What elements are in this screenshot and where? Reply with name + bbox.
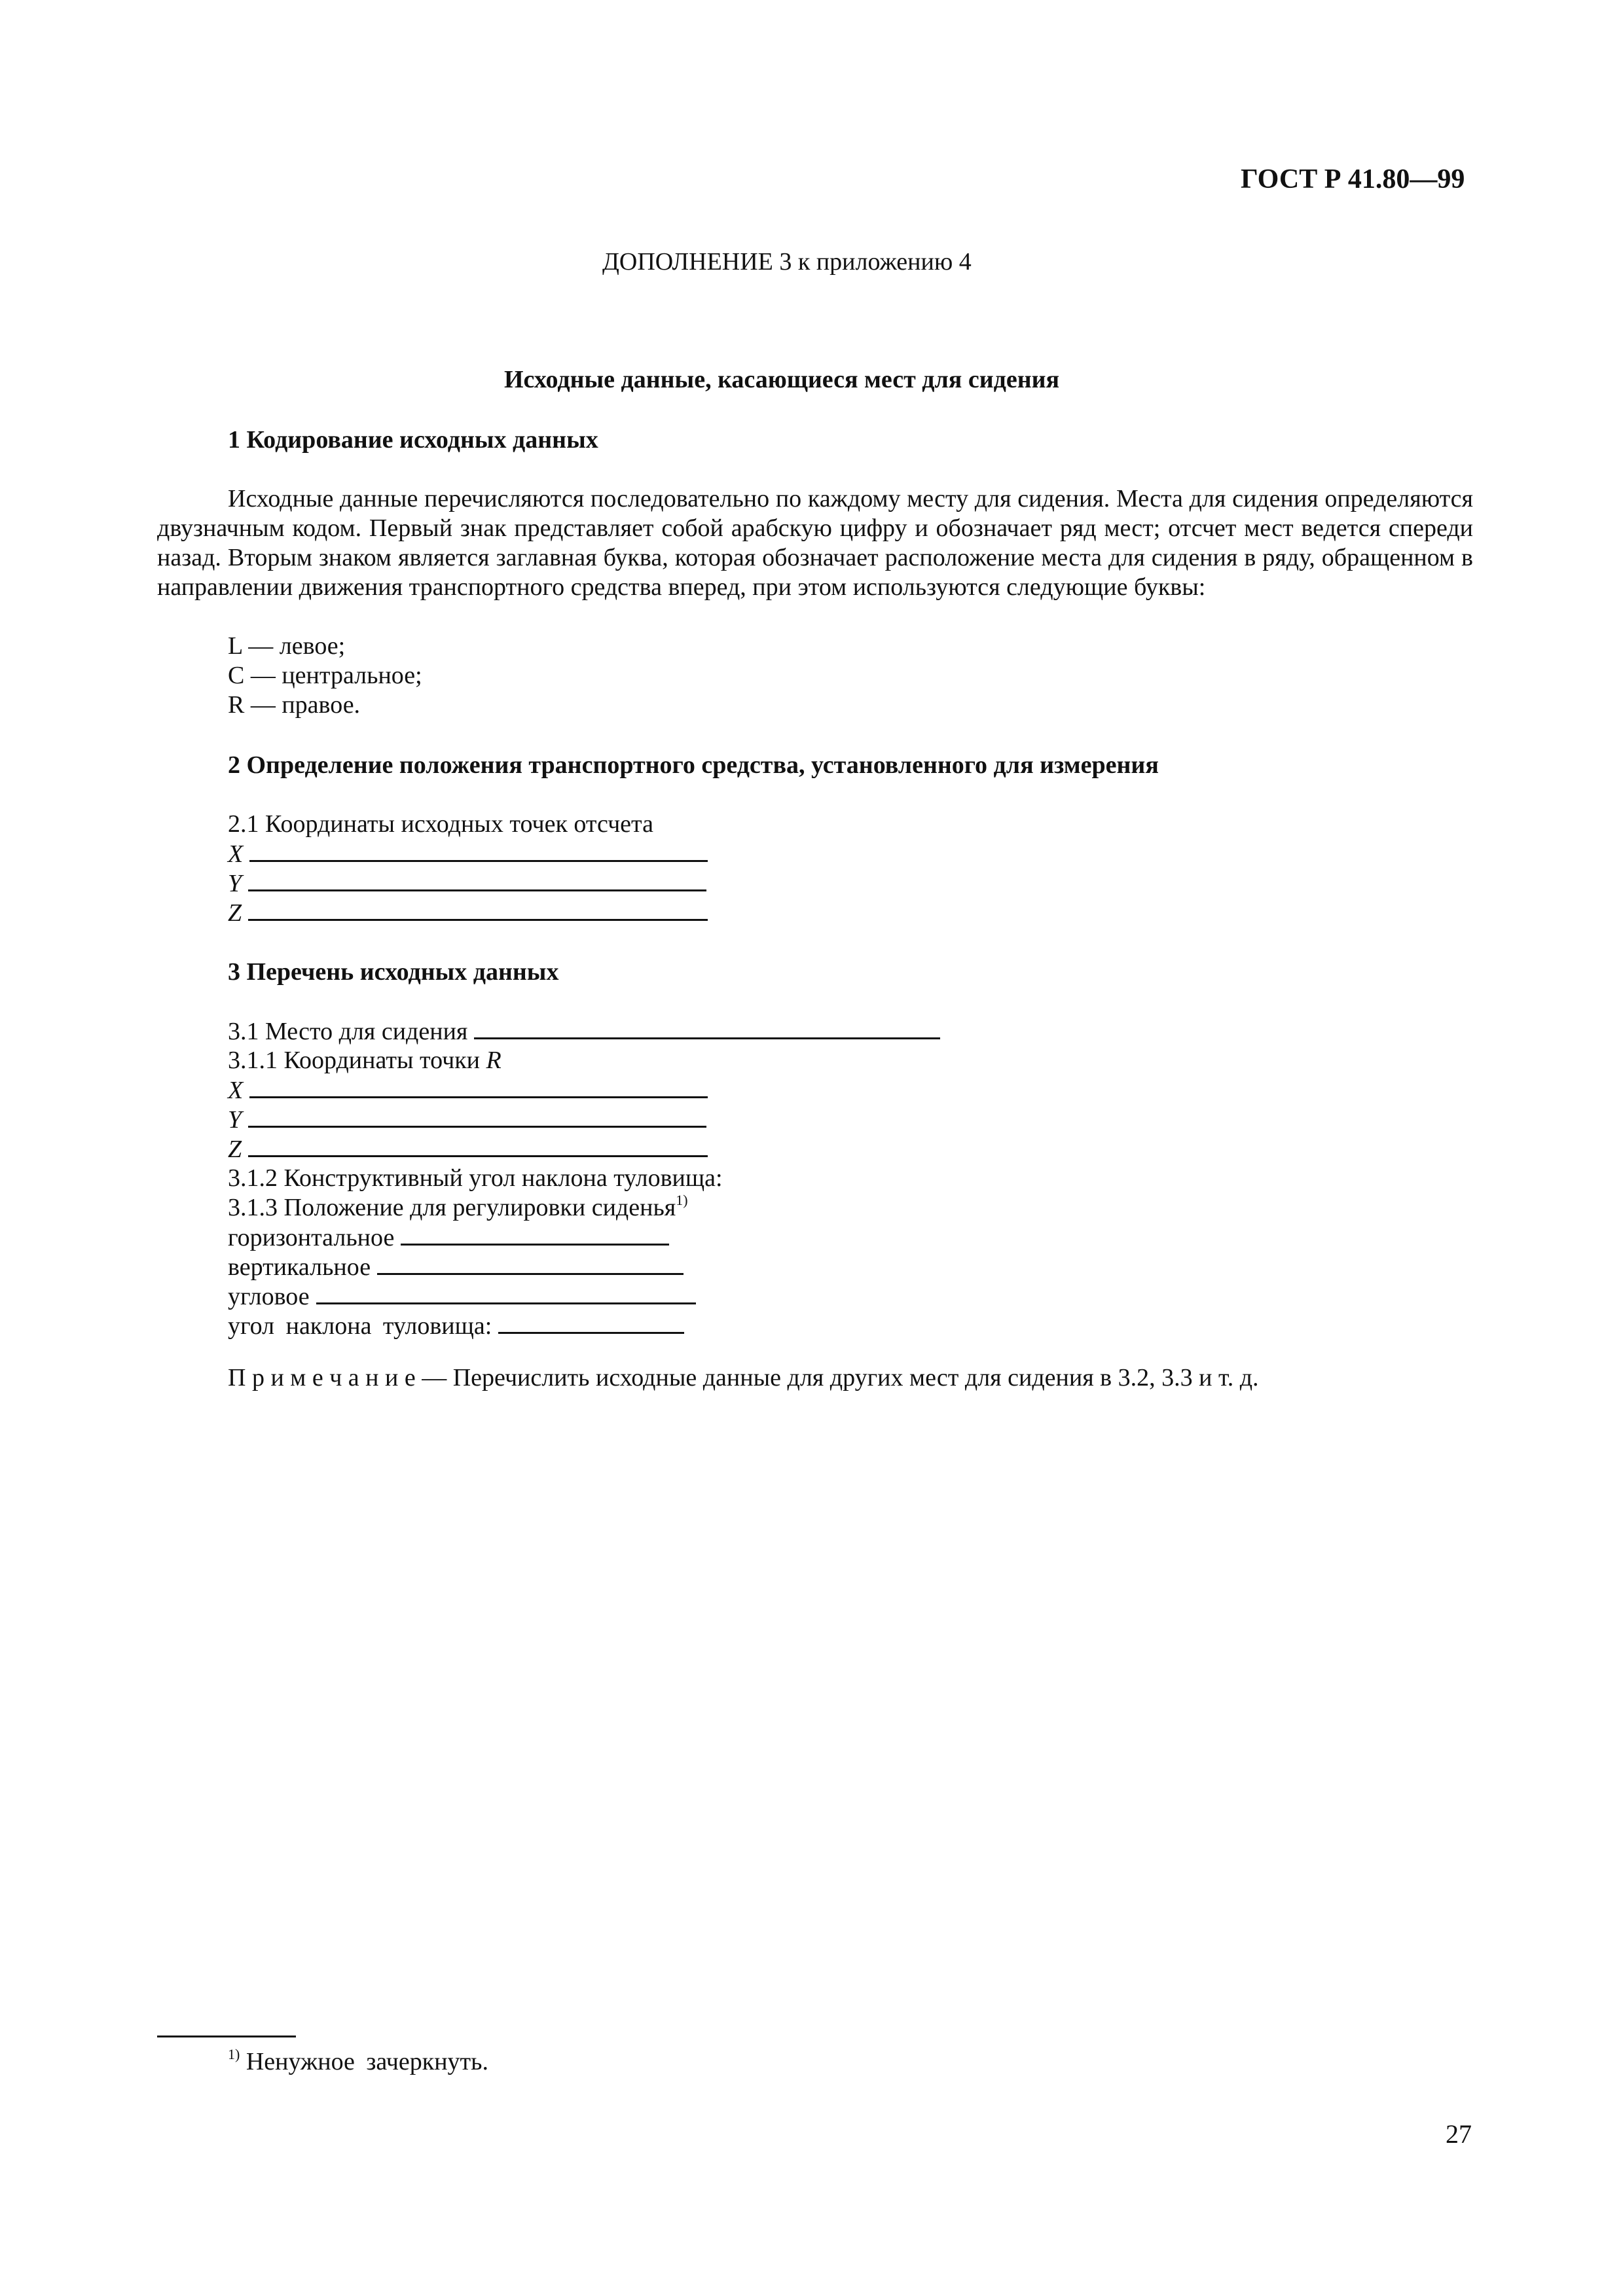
section3-field-z[interactable] — [228, 1134, 708, 1164]
torso-angle-label: 3.1.2 Конструктивный угол наклона туловища: — [228, 1164, 723, 1192]
adjust-field-angular[interactable] — [228, 1282, 696, 1312]
section2-field-y[interactable] — [228, 869, 706, 899]
section3-field-x[interactable] — [228, 1075, 708, 1105]
coords-label: 3.1.1 Координаты точки R — [228, 1047, 501, 1074]
field-label: горизонтальное — [228, 1224, 395, 1251]
blank-line[interactable] — [474, 1016, 940, 1039]
adjust-label: 3.1.3 Положение для регулировки сиденья$^{1)}$ — [228, 1192, 688, 1221]
page-number: 27 — [1446, 2119, 1472, 2149]
seat-label: 3.1 Место для сидения — [228, 1018, 468, 1045]
adjust-field-horizontal[interactable] — [228, 1223, 669, 1253]
blank-line[interactable] — [498, 1311, 684, 1334]
blank-line[interactable] — [377, 1252, 684, 1275]
blank-line[interactable] — [248, 1134, 708, 1157]
blank-line[interactable] — [248, 869, 706, 891]
note-label: П р и м е ч а н и е — [228, 1364, 416, 1391]
adjust-field-torso-angle[interactable] — [228, 1311, 684, 1341]
axis-label: X — [228, 840, 244, 868]
standard-code: ГОСТ Р 41.80—99 — [1241, 164, 1465, 194]
section3-field-y[interactable] — [228, 1105, 706, 1135]
axis-label: X — [228, 1077, 244, 1104]
axis-label: Y — [228, 870, 242, 897]
blank-line[interactable] — [248, 1105, 706, 1128]
blank-line[interactable] — [249, 839, 708, 862]
blank-line[interactable] — [249, 1075, 708, 1098]
supplement-title: ДОПОЛНЕНИЕ 3 к приложению 4 — [602, 248, 972, 276]
footnote-text: Ненужное зачеркнуть. — [246, 2048, 488, 2075]
section1-paragraph: Исходные данные перечисляются последовательно по каждому месту для сидения. Места для сидения определяются двузначным кодом. Первый знак представляет собой арабскую цифру и обозначает ряд мест; отсчет мест ведется спереди назад. Вторым знаком является заглавная буква, которая обозначает расположение места для сидения в ряду, обращенном в направлении движения транспортного средства вперед, при этом используются следующие буквы: — [157, 485, 1473, 601]
axis-label: Z — [228, 899, 242, 927]
code-item-center: С — центральное; — [228, 662, 422, 689]
footnote-divider — [157, 2036, 296, 2037]
field-label: угловое — [228, 1283, 310, 1310]
note-text: — Перечислить исходные данные для других мест для сидения в 3.2, 3.3 и т. д. — [415, 1364, 1259, 1391]
main-title: Исходные данные, касающиеся мест для сидения — [504, 366, 1060, 393]
section1-heading: 1 Кодирование исходных данных — [228, 426, 598, 454]
section2-field-x[interactable] — [228, 839, 708, 869]
blank-line[interactable] — [401, 1223, 669, 1246]
section2-item-label: 2.1 Координаты исходных точек отсчета — [228, 810, 653, 838]
footnote-ref: 1) — [676, 1192, 688, 1208]
field-label: вертикальное — [228, 1253, 371, 1281]
section2-heading: 2 Определение положения транспортного средства, установленного для измерения — [228, 751, 1159, 779]
adjust-field-vertical[interactable] — [228, 1252, 684, 1282]
section3-heading: 3 Перечень исходных данных — [228, 958, 559, 986]
section2-field-z[interactable] — [228, 898, 708, 928]
footnote — [228, 2047, 488, 2077]
field-label: угол наклона туловища: — [228, 1312, 492, 1340]
footnote-mark: 1) — [228, 2046, 240, 2062]
seat-field[interactable] — [228, 1016, 940, 1047]
code-item-right: R — правое. — [228, 691, 361, 719]
note — [228, 1363, 1259, 1393]
blank-line[interactable] — [248, 898, 708, 921]
blank-line[interactable] — [316, 1282, 696, 1304]
axis-label: Y — [228, 1106, 242, 1134]
code-item-left: L — левое; — [228, 632, 346, 660]
axis-label: Z — [228, 1136, 242, 1163]
